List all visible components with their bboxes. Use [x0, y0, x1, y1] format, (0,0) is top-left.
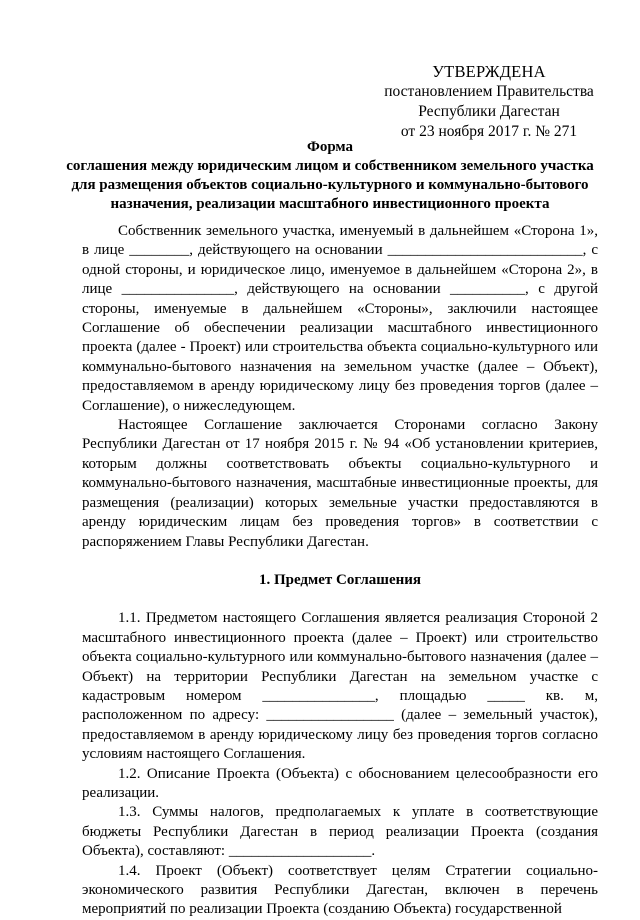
clause-1-3: 1.3. Суммы налогов, предполагаемых к уплате в соответствующие бюджеты Республики Дагестан в период реализации Проекта (создания Объекта), составляют: ___________________. — [82, 804, 598, 860]
approval-line-resolution: постановлением Правительства — [384, 83, 594, 100]
preamble-paragraph-1: Собственник земельного участка, именуемый в дальнейшем «Сторона 1», в лице ________, действующего на основании __________________________, с одной стороны, и юридическое лицо, именуемое в дальнейшем «Сторона 2», в лице _______________, действующего на основании __________, с другой стороны, именуемые в дальнейшем «Стороны», заключили настоящее Соглашение об обеспечении реализации масштабного инвестиционного проекта (далее - Проект) или строительства объекта социально-культурного или коммунально-бытового назначения на земельном участке (далее – Объект), предоставляемом в аренду юридическому лицу без проведения торгов (далее – Соглашение), о нижеследующем. — [82, 223, 598, 414]
clause-1-4: 1.4. Проект (Объект) соответствует целям Стратегии социально-экономического развития Республики Дагестан, включен в перечень мероприятий по реализации Проекта (созданию Объекта) государственной — [82, 862, 598, 918]
clause-1-2: 1.2. Описание Проекта (Объекта) с обоснованием целесообразности его реализации. — [82, 765, 598, 801]
clause-1-1: 1.1. Предметом настоящего Соглашения является реализация Стороной 2 масштабного инвестиционного проекта (далее – Проект) или строительство объекта социально-культурного или коммунально-бытового назначения (далее – Объект) на территории Республики Дагестан на земельном участке с кадастровым номером _______________, площадью _____ кв. м, расположенном по адресу: _________________ (далее – земельный участок), предоставляемом в аренду юридическому лицу без проведения торгов согласно условиям настоящего Соглашения. — [82, 610, 598, 763]
document-heading — [60, 138, 600, 214]
approval-line-date: от 23 ноября 2017 г. № 271 — [400, 123, 578, 140]
approval-title: УТВЕРЖДЕНА — [432, 62, 546, 81]
preamble-paragraph-2: Настоящее Соглашение заключается Сторонами согласно Закону Республики Дагестан от 17 ноября 2015 г. № 94 «Об установлении критериев, которым должны соответствовать объекты социально-культурного и коммунально-бытового назначения, масштабные инвестиционные проекты, для размещения (реализации) которых земельные участки предоставляются в аренду юридическим лицам без проведения торгов» в соответствии с распоряжением Главы Республики Дагестан. — [82, 417, 598, 550]
form-title: Форма — [306, 139, 354, 155]
approval-line-republic: Республики Дагестан — [418, 103, 560, 120]
document-body — [82, 222, 598, 920]
approval-stamp — [384, 62, 594, 142]
form-subtitle: соглашения между юридическим лицом и собственником земельного участка для размещения объектов социально-культурного и коммунально-бытового назначения, реализации масштабного инвестиционного проекта — [66, 158, 594, 212]
section-1-title: 1. Предмет Соглашения — [258, 571, 422, 588]
